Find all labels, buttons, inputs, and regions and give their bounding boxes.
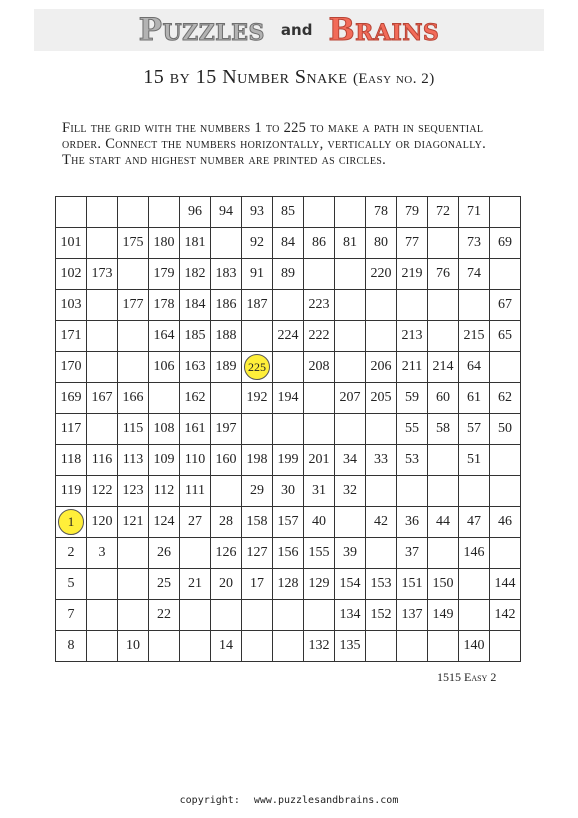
grid-cell: 189 [211,352,242,383]
grid-cell: 28 [211,507,242,538]
grid-cell: 206 [366,352,397,383]
grid-row [56,538,521,569]
grid-cell[interactable] [211,476,242,507]
grid-row [56,600,521,631]
grid-cell: 46 [490,507,521,538]
grid-cell: 117 [56,414,87,445]
grid-cell[interactable] [490,197,521,228]
grid-cell: 21 [180,569,211,600]
grid-cell: 150 [428,569,459,600]
grid-cell[interactable] [242,321,273,352]
grid-cell: 69 [490,228,521,259]
grid-cell: 188 [211,321,242,352]
grid-cell[interactable] [273,600,304,631]
grid-cell: 192 [242,383,273,414]
grid-cell: 215 [459,321,490,352]
grid-cell[interactable] [428,538,459,569]
grid-cell: 181 [180,228,211,259]
grid-cell[interactable] [242,414,273,445]
grid-cell: 93 [242,197,273,228]
grid-row [56,321,521,352]
copyright-label: copyright: [179,795,240,806]
grid-cell: 86 [304,228,335,259]
grid-row [56,290,521,321]
grid-cell[interactable] [273,352,304,383]
grid-cell[interactable] [366,538,397,569]
grid-cell: 110 [180,445,211,476]
grid-cell[interactable] [273,631,304,662]
grid-cell[interactable] [335,197,366,228]
grid-cell: 91 [242,259,273,290]
grid-cell: 183 [211,259,242,290]
grid-cell: 53 [397,445,428,476]
grid-cell: 73 [459,228,490,259]
grid-cell: 152 [366,600,397,631]
grid-cell: 64 [459,352,490,383]
grid-cell[interactable] [428,290,459,321]
grid-cell: 80 [366,228,397,259]
grid-row [56,414,521,445]
grid-cell: 156 [273,538,304,569]
grid-cell: 109 [149,445,180,476]
grid-cell: 129 [304,569,335,600]
grid-cell[interactable] [428,476,459,507]
grid-cell[interactable] [118,538,149,569]
grid-cell: 26 [149,538,180,569]
grid-cell: 219 [397,259,428,290]
grid-row [56,228,521,259]
grid-cell: 153 [366,569,397,600]
site-logo-banner [34,9,544,51]
grid-cell: 32 [335,476,366,507]
grid-cell: 119 [56,476,87,507]
grid-cell: 144 [490,569,521,600]
grid-cell: 79 [397,197,428,228]
grid-cell[interactable] [242,631,273,662]
grid-cell[interactable] [87,290,118,321]
grid-cell: 33 [366,445,397,476]
grid-cell: 5 [56,569,87,600]
grid-cell: 207 [335,383,366,414]
grid-cell: 57 [459,414,490,445]
grid-cell: 34 [335,445,366,476]
grid-cell: 134 [335,600,366,631]
grid-cell: 177 [118,290,149,321]
grid-cell: 47 [459,507,490,538]
grid-cell: 77 [397,228,428,259]
title-main: 15 by 15 Number Snake [143,66,348,88]
grid-cell: 44 [428,507,459,538]
grid-cell: 187 [242,290,273,321]
instructions-line: The start and highest number are printed as circles. [62,152,387,168]
site-url: www.puzzlesandbrains.com [253,795,399,806]
grid-cell[interactable] [149,197,180,228]
grid-cell[interactable] [366,476,397,507]
grid-cell[interactable] [211,228,242,259]
grid-cell: 65 [490,321,521,352]
grid-row [56,569,521,600]
grid-cell[interactable] [335,414,366,445]
grid-cell: 84 [273,228,304,259]
grid-cell[interactable] [180,538,211,569]
grid-cell: 94 [211,197,242,228]
grid-cell: 92 [242,228,273,259]
puzzle-code: 1515 Easy 2 [437,670,497,684]
grid-cell[interactable] [87,321,118,352]
puzzle-grid [55,196,521,662]
grid-cell: 106 [149,352,180,383]
grid-cell: 25 [149,569,180,600]
grid-cell: 31 [304,476,335,507]
grid-cell[interactable] [335,352,366,383]
grid-cell: 124 [149,507,180,538]
grid-cell: 67 [490,290,521,321]
grid-cell: 155 [304,538,335,569]
grid-cell: 175 [118,228,149,259]
grid-cell[interactable] [366,631,397,662]
grid-cell[interactable] [211,383,242,414]
grid-row [56,259,521,290]
grid-cell: 171 [56,321,87,352]
grid-cell[interactable] [118,352,149,383]
grid-cell: 111 [180,476,211,507]
grid-cell: 211 [397,352,428,383]
grid-cell: 122 [87,476,118,507]
grid-cell[interactable] [211,600,242,631]
grid-cell[interactable] [56,197,87,228]
grid-cell: 20 [211,569,242,600]
grid-cell: 50 [490,414,521,445]
grid-cell[interactable] [180,631,211,662]
grid-cell: 214 [428,352,459,383]
grid-cell[interactable] [428,228,459,259]
grid-cell: 116 [87,445,118,476]
grid-cell: 55 [397,414,428,445]
grid-cell: 151 [397,569,428,600]
logo-puzzles: Puzzles [138,12,265,48]
grid-cell: 128 [273,569,304,600]
grid-cell: 163 [180,352,211,383]
grid-cell: 51 [459,445,490,476]
grid-cell: 135 [335,631,366,662]
grid-cell: 166 [118,383,149,414]
grid-cell: 113 [118,445,149,476]
circled-number: 1 [58,509,84,535]
grid-cell: 170 [56,352,87,383]
grid-cell: 103 [56,290,87,321]
grid-cell[interactable] [87,600,118,631]
grid-cell[interactable] [397,631,428,662]
grid-cell: 102 [56,259,87,290]
grid-cell: 59 [397,383,428,414]
grid-cell[interactable] [273,290,304,321]
grid-cell: 146 [459,538,490,569]
footer [0,795,578,806]
grid-cell[interactable] [335,507,366,538]
grid-cell: 60 [428,383,459,414]
grid-cell[interactable] [490,538,521,569]
grid-cell: 27 [180,507,211,538]
grid-cell[interactable] [87,228,118,259]
grid-cell[interactable] [490,352,521,383]
grid-cell: 199 [273,445,304,476]
grid-row [56,476,521,507]
grid-cell: 36 [397,507,428,538]
grid-cell: 201 [304,445,335,476]
grid-cell: 3 [87,538,118,569]
grid-cell: 149 [428,600,459,631]
grid-cell: 179 [149,259,180,290]
grid-cell: 158 [242,507,273,538]
grid-cell: 14 [211,631,242,662]
grid-cell: 161 [180,414,211,445]
grid-cell[interactable] [304,197,335,228]
grid-cell[interactable] [87,569,118,600]
circled-number: 225 [244,354,270,380]
grid-cell[interactable] [428,445,459,476]
grid-cell: 197 [211,414,242,445]
grid-cell[interactable] [428,631,459,662]
grid-cell: 182 [180,259,211,290]
grid-cell[interactable] [87,414,118,445]
grid-cell[interactable] [273,414,304,445]
grid-cell[interactable] [87,631,118,662]
grid-cell: 74 [459,259,490,290]
grid-cell[interactable] [397,476,428,507]
grid-cell: 71 [459,197,490,228]
grid-row [56,352,521,383]
grid-cell: 126 [211,538,242,569]
grid-cell: 96 [180,197,211,228]
grid-cell: 85 [273,197,304,228]
grid-cell: 29 [242,476,273,507]
grid-cell: 39 [335,538,366,569]
grid-cell: 186 [211,290,242,321]
grid-cell[interactable] [366,414,397,445]
title-sub: (Easy no. 2) [352,71,435,87]
grid-cell: 162 [180,383,211,414]
grid-cell [242,352,273,383]
grid-cell: 112 [149,476,180,507]
grid-cell[interactable] [490,631,521,662]
grid-cell: 140 [459,631,490,662]
instructions-line: order. Connect the numbers horizontally, vertically or diagonally. [62,136,487,152]
grid-cell: 89 [273,259,304,290]
grid-cell: 154 [335,569,366,600]
grid-cell: 58 [428,414,459,445]
grid-cell: 194 [273,383,304,414]
grid-cell: 164 [149,321,180,352]
grid-cell[interactable] [304,414,335,445]
grid-cell: 81 [335,228,366,259]
grid-cell[interactable] [304,383,335,414]
grid-cell[interactable] [118,321,149,352]
grid-cell[interactable] [490,476,521,507]
grid-cell[interactable] [366,290,397,321]
grid-cell: 40 [304,507,335,538]
instructions [62,120,552,168]
grid-cell[interactable] [118,569,149,600]
grid-cell: 169 [56,383,87,414]
grid-cell: 208 [304,352,335,383]
grid-cell: 2 [56,538,87,569]
grid-cell[interactable] [180,600,211,631]
grid-cell: 42 [366,507,397,538]
grid-row [56,383,521,414]
grid-cell[interactable] [490,445,521,476]
grid-cell: 184 [180,290,211,321]
grid-cell: 198 [242,445,273,476]
grid-cell: 224 [273,321,304,352]
grid-cell: 78 [366,197,397,228]
grid-cell: 167 [87,383,118,414]
grid-cell[interactable] [304,600,335,631]
grid-cell[interactable] [304,259,335,290]
page-title [0,66,578,89]
grid-cell: 22 [149,600,180,631]
grid-cell: 132 [304,631,335,662]
grid-row [56,631,521,662]
grid-cell: 62 [490,383,521,414]
grid-cell: 223 [304,290,335,321]
grid-cell[interactable] [335,290,366,321]
grid-cell[interactable] [118,197,149,228]
grid-cell: 205 [366,383,397,414]
grid-cell: 178 [149,290,180,321]
grid-cell: 137 [397,600,428,631]
grid-cell: 118 [56,445,87,476]
grid-cell[interactable] [87,352,118,383]
instructions-line: Fill the grid with the numbers 1 to 225 to make a path in sequential [62,120,484,136]
grid-cell: 76 [428,259,459,290]
grid-cell: 157 [273,507,304,538]
grid-cell: 180 [149,228,180,259]
grid-cell: 213 [397,321,428,352]
grid-cell: 142 [490,600,521,631]
grid-cell: 37 [397,538,428,569]
grid-row [56,507,521,538]
grid-cell: 173 [87,259,118,290]
grid-cell[interactable] [459,569,490,600]
grid-cell[interactable] [335,259,366,290]
grid-cell: 123 [118,476,149,507]
grid-cell[interactable] [366,321,397,352]
grid-cell[interactable] [149,631,180,662]
grid-cell: 108 [149,414,180,445]
grid-cell[interactable] [459,290,490,321]
grid-cell: 121 [118,507,149,538]
grid-cell: 7 [56,600,87,631]
grid-cell[interactable] [118,259,149,290]
logo-and: and [280,21,313,39]
grid-row [56,445,521,476]
grid-cell[interactable] [118,600,149,631]
grid-cell [56,507,87,538]
grid-cell: 10 [118,631,149,662]
grid-cell: 17 [242,569,273,600]
grid-cell[interactable] [149,383,180,414]
grid-cell[interactable] [87,197,118,228]
grid-cell: 185 [180,321,211,352]
grid-cell: 222 [304,321,335,352]
grid-cell: 8 [56,631,87,662]
grid-cell[interactable] [490,259,521,290]
grid-cell[interactable] [242,600,273,631]
grid-cell: 160 [211,445,242,476]
grid-cell: 61 [459,383,490,414]
grid-cell: 72 [428,197,459,228]
grid-cell: 220 [366,259,397,290]
logo-brains: Brains [328,12,440,48]
grid-cell: 115 [118,414,149,445]
grid-row [56,197,521,228]
grid-cell[interactable] [335,321,366,352]
grid-cell[interactable] [397,290,428,321]
grid-cell[interactable] [459,476,490,507]
grid-cell: 30 [273,476,304,507]
grid-cell: 120 [87,507,118,538]
grid-cell: 127 [242,538,273,569]
grid-cell[interactable] [459,600,490,631]
grid-cell: 101 [56,228,87,259]
grid-cell[interactable] [428,321,459,352]
